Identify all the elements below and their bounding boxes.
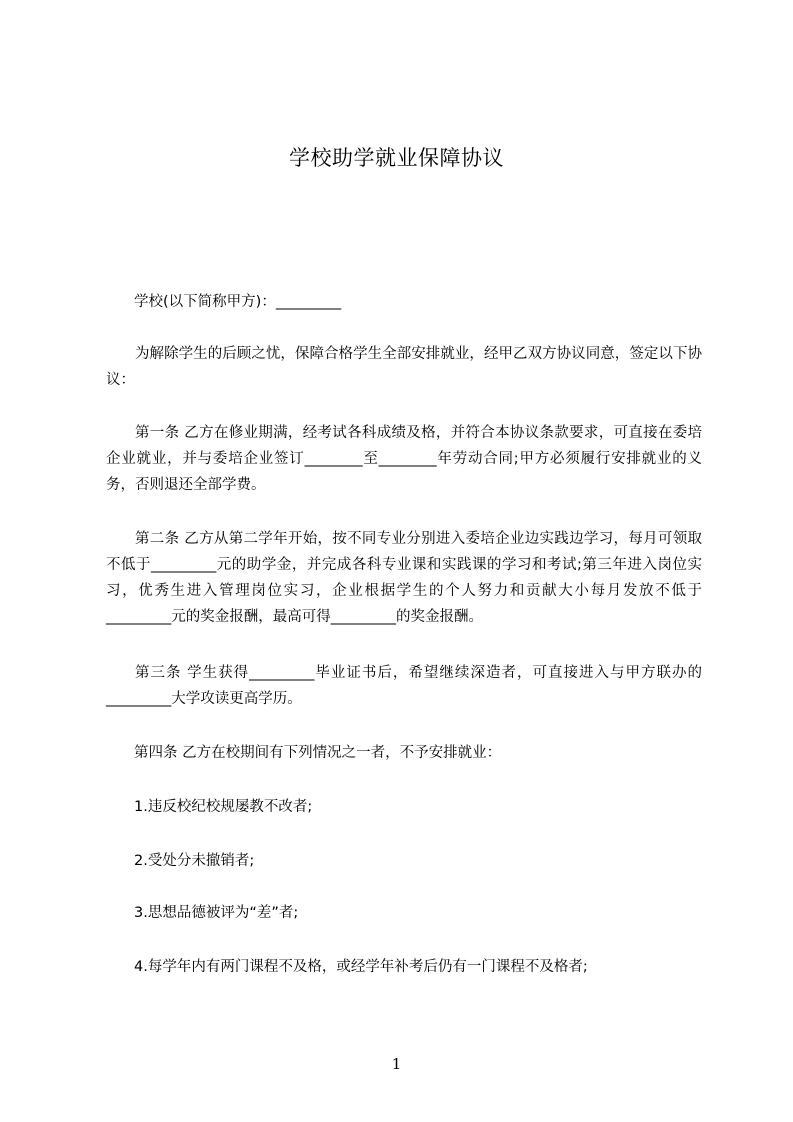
- article-1: 第一条 乙方在修业期满，经考试各科成绩及格，并符合本协议条款要求，可直接在委培企业就业，并与委培企业签订________至________年劳动合同;甲方必须履行安排就业的义务，否则退还全部学费。: [106, 425, 702, 493]
- intro-paragraph: 为解除学生的后顾之忧，保障合格学生全部安排就业，经甲乙双方协议同意，签定以下协议：: [106, 346, 702, 388]
- page-number: 1: [391, 1055, 402, 1073]
- article-2: 第二条 乙方从第二学年开始，按不同专业分别进入委培企业边实践边学习，每月可领取不低于_________元的助学金，并完成各科专业课和实践课的学习和考试;第三年进入岗位实习，优秀生进入管理岗位实习，企业根据学生的个人努力和贡献大小每月发放不低于_________元的奖金报酬，最高可得_________的奖金报酬。: [106, 531, 702, 625]
- condition-item: 2.受处分未撤销者;: [134, 853, 255, 869]
- condition-item: 3.思想品德被评为“差”者;: [134, 905, 299, 921]
- article-3: 第三条 学生获得_________毕业证书后，希望继续深造者，可直接进入与甲方联办的_________大学攻读更高学历。: [106, 665, 702, 707]
- article-4: 第四条 乙方在校期间有下列情况之一者，不予安排就业：: [134, 745, 502, 761]
- condition-item: 1.违反校纪校规屡教不改者;: [134, 799, 313, 815]
- condition-item: 4.每学年内有两门课程不及格，或经学年补考后仍有一门课程不及格者;: [134, 959, 588, 975]
- document-title: 学校助学就业保障协议: [289, 146, 504, 170]
- party-a-line: 学校(以下简称甲方)：_________: [134, 294, 342, 310]
